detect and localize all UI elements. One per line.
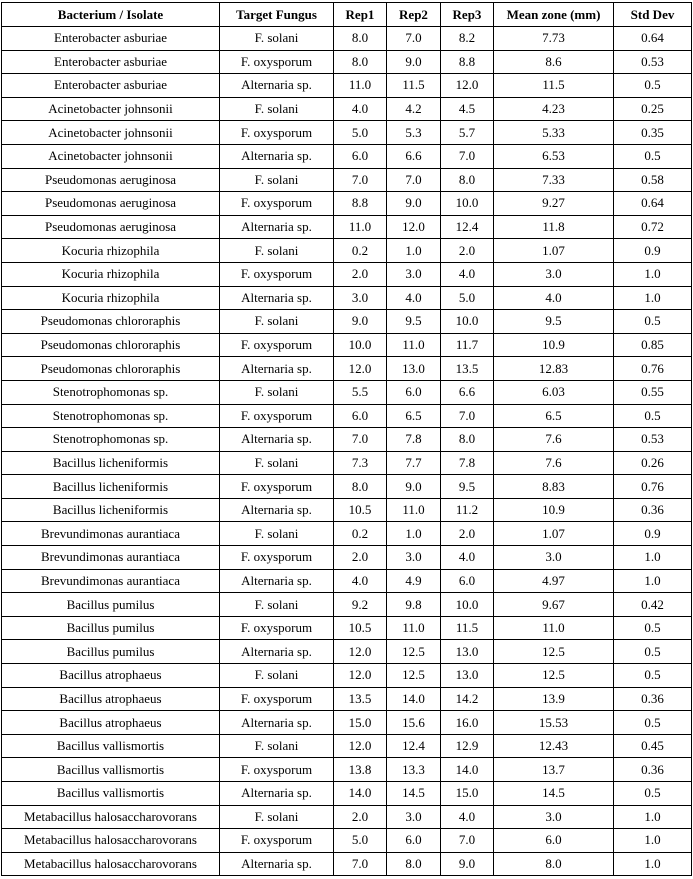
rep1-cell: 4.0	[334, 569, 387, 593]
target-fungus-cell: Alternaria sp.	[220, 498, 334, 522]
mean-zone-cell: 5.33	[494, 121, 614, 145]
rep1-cell: 12.0	[334, 357, 387, 381]
rep1-cell: 13.5	[334, 687, 387, 711]
mean-zone-cell: 9.27	[494, 192, 614, 216]
rep1-cell: 2.0	[334, 262, 387, 286]
std-dev-cell: 0.42	[614, 593, 692, 617]
target-fungus-cell: Alternaria sp.	[220, 357, 334, 381]
rep2-cell: 11.0	[387, 333, 441, 357]
rep3-cell: 4.5	[441, 97, 494, 121]
std-dev-cell: 0.72	[614, 215, 692, 239]
rep3-cell: 8.0	[441, 428, 494, 452]
table-row	[2, 74, 692, 98]
std-dev-cell: 0.55	[614, 380, 692, 404]
mean-zone-cell: 12.43	[494, 734, 614, 758]
table-row	[2, 522, 692, 546]
mean-zone-cell: 1.07	[494, 522, 614, 546]
table-row	[2, 168, 692, 192]
std-dev-cell: 0.36	[614, 498, 692, 522]
rep1-cell: 12.0	[334, 664, 387, 688]
std-dev-cell: 0.5	[614, 404, 692, 428]
rep1-cell: 7.3	[334, 451, 387, 475]
rep2-cell: 9.0	[387, 50, 441, 74]
rep2-cell: 9.8	[387, 593, 441, 617]
rep1-cell: 8.8	[334, 192, 387, 216]
table-row	[2, 428, 692, 452]
std-dev-cell: 1.0	[614, 262, 692, 286]
rep3-cell: 2.0	[441, 522, 494, 546]
target-fungus-cell: F. solani	[220, 805, 334, 829]
rep3-cell: 4.0	[441, 546, 494, 570]
table-row	[2, 711, 692, 735]
mean-zone-cell: 12.5	[494, 640, 614, 664]
bacterium-cell: Stenotrophomonas sp.	[2, 404, 220, 428]
rep1-cell: 6.0	[334, 144, 387, 168]
rep2-cell: 7.0	[387, 168, 441, 192]
std-dev-cell: 0.5	[614, 782, 692, 806]
rep3-cell: 14.2	[441, 687, 494, 711]
table-row	[2, 829, 692, 853]
mean-zone-cell: 7.73	[494, 27, 614, 51]
mean-zone-cell: 15.53	[494, 711, 614, 735]
table-row	[2, 569, 692, 593]
rep3-cell: 4.0	[441, 262, 494, 286]
table-row	[2, 734, 692, 758]
bacterium-cell: Kocuria rhizophila	[2, 286, 220, 310]
rep2-cell: 7.8	[387, 428, 441, 452]
rep2-cell: 11.0	[387, 498, 441, 522]
rep1-cell: 7.0	[334, 168, 387, 192]
rep1-cell: 5.0	[334, 829, 387, 853]
target-fungus-cell: F. oxysporum	[220, 262, 334, 286]
rep1-cell: 10.0	[334, 333, 387, 357]
rep3-cell: 7.8	[441, 451, 494, 475]
table-body	[2, 27, 692, 876]
mean-zone-cell: 8.6	[494, 50, 614, 74]
std-dev-cell: 0.76	[614, 475, 692, 499]
rep3-cell: 12.9	[441, 734, 494, 758]
bacterium-cell: Bacillus pumilus	[2, 616, 220, 640]
rep1-cell: 13.8	[334, 758, 387, 782]
std-dev-cell: 0.53	[614, 428, 692, 452]
table-row	[2, 310, 692, 334]
target-fungus-cell: F. solani	[220, 27, 334, 51]
rep3-cell: 10.0	[441, 192, 494, 216]
bacterium-cell: Bacillus pumilus	[2, 640, 220, 664]
rep2-cell: 7.7	[387, 451, 441, 475]
bacterium-cell: Kocuria rhizophila	[2, 239, 220, 263]
bacterium-cell: Enterobacter asburiae	[2, 50, 220, 74]
table-row	[2, 262, 692, 286]
rep1-cell: 11.0	[334, 215, 387, 239]
bacterium-cell: Enterobacter asburiae	[2, 74, 220, 98]
rep1-cell: 9.2	[334, 593, 387, 617]
table-row	[2, 27, 692, 51]
rep2-cell: 13.3	[387, 758, 441, 782]
rep2-cell: 3.0	[387, 546, 441, 570]
mean-zone-cell: 14.5	[494, 782, 614, 806]
target-fungus-cell: F. oxysporum	[220, 121, 334, 145]
mean-zone-cell: 12.83	[494, 357, 614, 381]
std-dev-cell: 1.0	[614, 829, 692, 853]
rep1-cell: 0.2	[334, 239, 387, 263]
table-row	[2, 121, 692, 145]
target-fungus-cell: F. oxysporum	[220, 333, 334, 357]
rep1-cell: 10.5	[334, 616, 387, 640]
mean-zone-cell: 6.03	[494, 380, 614, 404]
mean-zone-cell: 4.23	[494, 97, 614, 121]
bacterium-cell: Brevundimonas aurantiaca	[2, 546, 220, 570]
target-fungus-cell: F. oxysporum	[220, 616, 334, 640]
rep1-cell: 11.0	[334, 74, 387, 98]
mean-zone-cell: 10.9	[494, 333, 614, 357]
std-dev-cell: 0.9	[614, 522, 692, 546]
table-row	[2, 546, 692, 570]
mean-zone-cell: 13.9	[494, 687, 614, 711]
rep1-cell: 15.0	[334, 711, 387, 735]
std-dev-cell: 0.64	[614, 192, 692, 216]
mean-zone-cell: 3.0	[494, 805, 614, 829]
rep1-cell: 8.0	[334, 475, 387, 499]
rep2-cell: 4.9	[387, 569, 441, 593]
std-dev-cell: 1.0	[614, 286, 692, 310]
rep1-cell: 6.0	[334, 404, 387, 428]
rep3-cell: 8.8	[441, 50, 494, 74]
mean-zone-cell: 8.83	[494, 475, 614, 499]
target-fungus-cell: F. oxysporum	[220, 192, 334, 216]
std-dev-cell: 1.0	[614, 546, 692, 570]
target-fungus-cell: F. solani	[220, 522, 334, 546]
bacterium-cell: Metabacillus halosaccharovorans	[2, 852, 220, 876]
std-dev-cell: 0.35	[614, 121, 692, 145]
bacterium-cell: Bacillus atrophaeus	[2, 687, 220, 711]
table-row	[2, 593, 692, 617]
rep3-cell: 15.0	[441, 782, 494, 806]
target-fungus-cell: F. solani	[220, 593, 334, 617]
rep3-cell: 11.2	[441, 498, 494, 522]
header-row	[2, 3, 692, 27]
mean-zone-cell: 11.0	[494, 616, 614, 640]
rep2-cell: 9.5	[387, 310, 441, 334]
std-dev-cell: 1.0	[614, 852, 692, 876]
rep3-cell: 2.0	[441, 239, 494, 263]
rep2-cell: 11.5	[387, 74, 441, 98]
rep3-cell: 5.7	[441, 121, 494, 145]
target-fungus-cell: F. oxysporum	[220, 50, 334, 74]
rep2-cell: 6.0	[387, 380, 441, 404]
target-fungus-cell: Alternaria sp.	[220, 74, 334, 98]
table-row	[2, 357, 692, 381]
bacterium-cell: Bacillus vallismortis	[2, 734, 220, 758]
rep1-cell: 2.0	[334, 546, 387, 570]
col-header-target-fungus: Target Fungus	[220, 3, 334, 27]
rep1-cell: 12.0	[334, 734, 387, 758]
std-dev-cell: 0.85	[614, 333, 692, 357]
rep1-cell: 4.0	[334, 97, 387, 121]
table-row	[2, 144, 692, 168]
bacterium-cell: Pseudomonas chlororaphis	[2, 310, 220, 334]
mean-zone-cell: 7.33	[494, 168, 614, 192]
target-fungus-cell: Alternaria sp.	[220, 215, 334, 239]
rep2-cell: 14.5	[387, 782, 441, 806]
std-dev-cell: 0.5	[614, 640, 692, 664]
rep1-cell: 5.5	[334, 380, 387, 404]
rep3-cell: 16.0	[441, 711, 494, 735]
table-row	[2, 664, 692, 688]
table-row	[2, 50, 692, 74]
target-fungus-cell: Alternaria sp.	[220, 640, 334, 664]
rep3-cell: 6.0	[441, 569, 494, 593]
col-header-rep2: Rep2	[387, 3, 441, 27]
rep3-cell: 13.0	[441, 640, 494, 664]
mean-zone-cell: 6.0	[494, 829, 614, 853]
std-dev-cell: 0.58	[614, 168, 692, 192]
target-fungus-cell: Alternaria sp.	[220, 782, 334, 806]
mean-zone-cell: 1.07	[494, 239, 614, 263]
rep3-cell: 9.5	[441, 475, 494, 499]
rep2-cell: 4.0	[387, 286, 441, 310]
target-fungus-cell: Alternaria sp.	[220, 144, 334, 168]
bacterium-cell: Metabacillus halosaccharovorans	[2, 805, 220, 829]
table-row	[2, 380, 692, 404]
rep3-cell: 13.0	[441, 664, 494, 688]
col-header-std-dev: Std Dev	[614, 3, 692, 27]
bacterium-cell: Pseudomonas chlororaphis	[2, 357, 220, 381]
std-dev-cell: 0.26	[614, 451, 692, 475]
col-header-rep1: Rep1	[334, 3, 387, 27]
table-row	[2, 97, 692, 121]
rep1-cell: 0.2	[334, 522, 387, 546]
std-dev-cell: 1.0	[614, 569, 692, 593]
rep1-cell: 14.0	[334, 782, 387, 806]
rep1-cell: 7.0	[334, 428, 387, 452]
target-fungus-cell: F. oxysporum	[220, 404, 334, 428]
table-row	[2, 192, 692, 216]
rep1-cell: 5.0	[334, 121, 387, 145]
table-row	[2, 239, 692, 263]
table-row	[2, 640, 692, 664]
bacterium-cell: Bacillus pumilus	[2, 593, 220, 617]
bacterium-cell: Bacillus atrophaeus	[2, 711, 220, 735]
mean-zone-cell: 9.5	[494, 310, 614, 334]
target-fungus-cell: Alternaria sp.	[220, 286, 334, 310]
table-row	[2, 215, 692, 239]
std-dev-cell: 0.76	[614, 357, 692, 381]
rep3-cell: 7.0	[441, 829, 494, 853]
rep2-cell: 13.0	[387, 357, 441, 381]
rep3-cell: 14.0	[441, 758, 494, 782]
target-fungus-cell: Alternaria sp.	[220, 569, 334, 593]
rep1-cell: 3.0	[334, 286, 387, 310]
rep2-cell: 3.0	[387, 805, 441, 829]
rep2-cell: 1.0	[387, 239, 441, 263]
rep3-cell: 4.0	[441, 805, 494, 829]
rep2-cell: 12.5	[387, 664, 441, 688]
rep3-cell: 7.0	[441, 404, 494, 428]
bacterium-cell: Pseudomonas aeruginosa	[2, 168, 220, 192]
rep3-cell: 11.7	[441, 333, 494, 357]
col-header-rep3: Rep3	[441, 3, 494, 27]
rep2-cell: 1.0	[387, 522, 441, 546]
rep3-cell: 11.5	[441, 616, 494, 640]
bacterium-cell: Bacillus vallismortis	[2, 782, 220, 806]
rep3-cell: 12.0	[441, 74, 494, 98]
std-dev-cell: 0.36	[614, 758, 692, 782]
std-dev-cell: 0.5	[614, 664, 692, 688]
rep2-cell: 9.0	[387, 475, 441, 499]
std-dev-cell: 0.5	[614, 144, 692, 168]
target-fungus-cell: F. solani	[220, 97, 334, 121]
rep3-cell: 8.0	[441, 168, 494, 192]
target-fungus-cell: F. solani	[220, 734, 334, 758]
std-dev-cell: 0.5	[614, 310, 692, 334]
table-row	[2, 805, 692, 829]
table-row	[2, 782, 692, 806]
rep2-cell: 8.0	[387, 852, 441, 876]
table-row	[2, 475, 692, 499]
mean-zone-cell: 8.0	[494, 852, 614, 876]
target-fungus-cell: Alternaria sp.	[220, 428, 334, 452]
bacterium-cell: Bacillus atrophaeus	[2, 664, 220, 688]
mean-zone-cell: 3.0	[494, 262, 614, 286]
bacterium-cell: Stenotrophomonas sp.	[2, 428, 220, 452]
bacterium-cell: Acinetobacter johnsonii	[2, 97, 220, 121]
rep2-cell: 9.0	[387, 192, 441, 216]
std-dev-cell: 1.0	[614, 805, 692, 829]
table-row	[2, 333, 692, 357]
bacterium-cell: Bacillus vallismortis	[2, 758, 220, 782]
bacterium-cell: Stenotrophomonas sp.	[2, 380, 220, 404]
target-fungus-cell: Alternaria sp.	[220, 711, 334, 735]
rep2-cell: 3.0	[387, 262, 441, 286]
std-dev-cell: 0.5	[614, 74, 692, 98]
rep1-cell: 9.0	[334, 310, 387, 334]
std-dev-cell: 0.9	[614, 239, 692, 263]
bacterium-cell: Bacillus licheniformis	[2, 475, 220, 499]
target-fungus-cell: Alternaria sp.	[220, 852, 334, 876]
bacterium-cell: Pseudomonas chlororaphis	[2, 333, 220, 357]
bacterium-cell: Acinetobacter johnsonii	[2, 121, 220, 145]
mean-zone-cell: 7.6	[494, 428, 614, 452]
rep2-cell: 6.6	[387, 144, 441, 168]
table-row	[2, 451, 692, 475]
target-fungus-cell: F. solani	[220, 380, 334, 404]
mean-zone-cell: 3.0	[494, 546, 614, 570]
table-row	[2, 404, 692, 428]
table-row	[2, 687, 692, 711]
rep2-cell: 11.0	[387, 616, 441, 640]
mean-zone-cell: 13.7	[494, 758, 614, 782]
rep2-cell: 12.4	[387, 734, 441, 758]
bacterium-cell: Pseudomonas aeruginosa	[2, 215, 220, 239]
rep3-cell: 13.5	[441, 357, 494, 381]
mean-zone-cell: 6.53	[494, 144, 614, 168]
table-row	[2, 616, 692, 640]
rep3-cell: 9.0	[441, 852, 494, 876]
std-dev-cell: 0.25	[614, 97, 692, 121]
target-fungus-cell: F. solani	[220, 310, 334, 334]
bacterium-cell: Pseudomonas aeruginosa	[2, 192, 220, 216]
rep1-cell: 10.5	[334, 498, 387, 522]
rep2-cell: 6.5	[387, 404, 441, 428]
target-fungus-cell: F. oxysporum	[220, 758, 334, 782]
target-fungus-cell: F. solani	[220, 168, 334, 192]
table-row	[2, 852, 692, 876]
bacterium-cell: Bacillus licheniformis	[2, 498, 220, 522]
results-table	[1, 2, 692, 876]
rep2-cell: 4.2	[387, 97, 441, 121]
target-fungus-cell: F. oxysporum	[220, 687, 334, 711]
rep3-cell: 6.6	[441, 380, 494, 404]
mean-zone-cell: 7.6	[494, 451, 614, 475]
rep2-cell: 12.0	[387, 215, 441, 239]
rep3-cell: 7.0	[441, 144, 494, 168]
rep1-cell: 8.0	[334, 27, 387, 51]
rep2-cell: 12.5	[387, 640, 441, 664]
bacterium-cell: Kocuria rhizophila	[2, 262, 220, 286]
rep3-cell: 8.2	[441, 27, 494, 51]
rep2-cell: 7.0	[387, 27, 441, 51]
std-dev-cell: 0.53	[614, 50, 692, 74]
target-fungus-cell: F. oxysporum	[220, 546, 334, 570]
rep3-cell: 10.0	[441, 593, 494, 617]
std-dev-cell: 0.5	[614, 616, 692, 640]
rep2-cell: 6.0	[387, 829, 441, 853]
rep3-cell: 12.4	[441, 215, 494, 239]
rep1-cell: 7.0	[334, 852, 387, 876]
mean-zone-cell: 11.5	[494, 74, 614, 98]
bacterium-cell: Brevundimonas aurantiaca	[2, 569, 220, 593]
table-row	[2, 758, 692, 782]
std-dev-cell: 0.64	[614, 27, 692, 51]
mean-zone-cell: 12.5	[494, 664, 614, 688]
rep1-cell: 8.0	[334, 50, 387, 74]
target-fungus-cell: F. solani	[220, 239, 334, 263]
mean-zone-cell: 10.9	[494, 498, 614, 522]
bacterium-cell: Brevundimonas aurantiaca	[2, 522, 220, 546]
bacterium-cell: Metabacillus halosaccharovorans	[2, 829, 220, 853]
rep2-cell: 15.6	[387, 711, 441, 735]
bacterium-cell: Bacillus licheniformis	[2, 451, 220, 475]
std-dev-cell: 0.36	[614, 687, 692, 711]
std-dev-cell: 0.45	[614, 734, 692, 758]
mean-zone-cell: 9.67	[494, 593, 614, 617]
rep2-cell: 5.3	[387, 121, 441, 145]
mean-zone-cell: 4.0	[494, 286, 614, 310]
target-fungus-cell: F. oxysporum	[220, 829, 334, 853]
rep3-cell: 5.0	[441, 286, 494, 310]
rep1-cell: 2.0	[334, 805, 387, 829]
bacterium-cell: Enterobacter asburiae	[2, 27, 220, 51]
rep3-cell: 10.0	[441, 310, 494, 334]
col-header-mean-zone: Mean zone (mm)	[494, 3, 614, 27]
target-fungus-cell: F. oxysporum	[220, 475, 334, 499]
mean-zone-cell: 6.5	[494, 404, 614, 428]
rep2-cell: 14.0	[387, 687, 441, 711]
bacterium-cell: Acinetobacter johnsonii	[2, 144, 220, 168]
table-row	[2, 286, 692, 310]
target-fungus-cell: F. solani	[220, 451, 334, 475]
rep1-cell: 12.0	[334, 640, 387, 664]
std-dev-cell: 0.5	[614, 711, 692, 735]
col-header-bacterium: Bacterium / Isolate	[2, 3, 220, 27]
target-fungus-cell: F. solani	[220, 664, 334, 688]
mean-zone-cell: 4.97	[494, 569, 614, 593]
mean-zone-cell: 11.8	[494, 215, 614, 239]
table-row	[2, 498, 692, 522]
